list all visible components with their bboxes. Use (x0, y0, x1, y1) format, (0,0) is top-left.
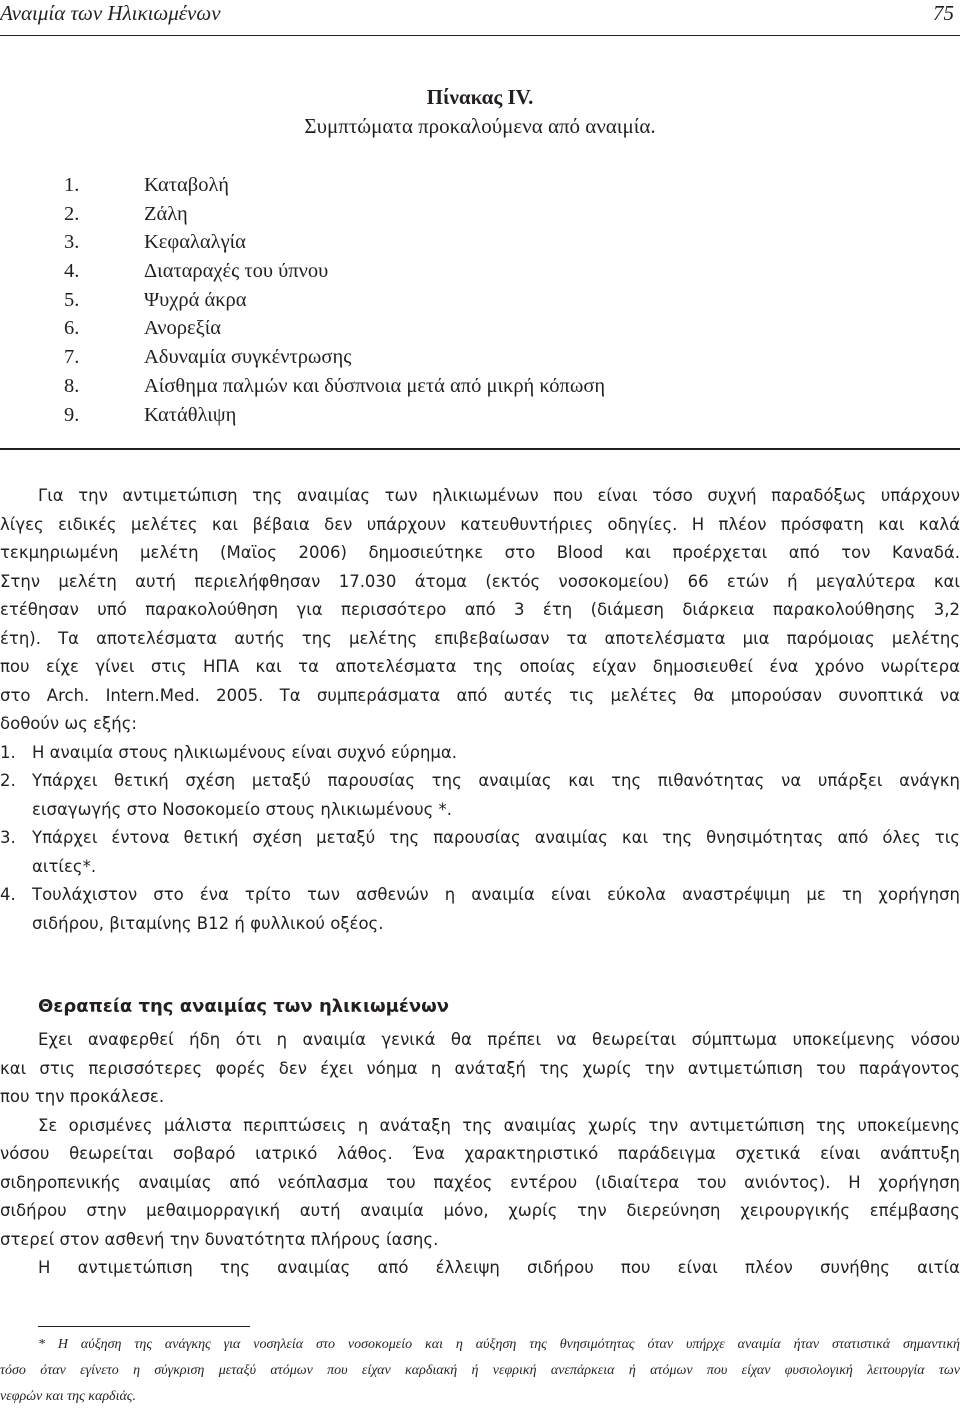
table-bottom-rule (0, 448, 960, 450)
paragraph-line: στο Arch. Intern.Med. 2005. Τα συμπεράσματα από αυτές τις μελέτες θα μπορούσαν συνοπτικά να (0, 685, 960, 705)
symptom-item: 8. Αίσθημα παλμών και δύσπνοια μετά από μικρή κόπωση (64, 374, 606, 397)
body-text-lower (0, 1026, 960, 1283)
footnote-line: τόσο όταν εγίνετο η σύγκριση μεταξύ ατόμων που είχαν καρδιακή ή νεφρική ανεπάρκεια ή ατόμων που είχαν φυσιολογική λειτουργία των (0, 1363, 960, 1378)
page-number: 75 (933, 1, 954, 25)
paragraph-line: και στις περισσότερες φορές δεν έχει νόημα η ανάταξή της χωρίς την αντιμετώπιση του παράγοντος (0, 1058, 960, 1078)
conclusion-item: 4. Τουλάχιστον στο ένα τρίτο των ασθενών η αναιμία είναι εύκολα αναστρέψιμη με τη χορήγηση (0, 885, 960, 904)
paragraph-line: Σε ορισμένες μάλιστα περιπτώσεις η ανάταξη της αναιμίας χωρίς την αντιμετώπιση της υποκείμενης (38, 1115, 960, 1135)
paragraph-line: Στην μελέτη αυτή περιελήφθησαν 17.030 άτομα (εκτός νοσοκομείου) 66 ετών ή μεγαλύτερα και (0, 571, 960, 591)
paragraph-line: λίγες ειδικές μελέτες και βέβαια δεν υπάρχουν κατευθυντήριες οδηγίες. Η πλέον πρόσφατη και καλά (0, 514, 960, 534)
paragraph-line: που είχε γίνει στις ΗΠΑ και τα αποτελέσματα της οποίας είχαν δημοσιευθεί ένα χρόνο νωρίτερα (0, 657, 960, 676)
paragraph-line: στερεί στον ασθενή την δυνατότητα πλήρους ίασης. (0, 1229, 439, 1249)
body-text-upper (0, 482, 960, 938)
paragraph-line: έτη). Τα αποτελέσματα αυτής της μελέτης επιβεβαίωσαν τα αποτελέσματα μια παρόμοιας μελέτης (0, 628, 960, 648)
conclusion-item-continued: σιδήρου, βιταμίνης Β12 ή φυλλικού οξέος. (32, 913, 384, 933)
footnote (0, 1332, 960, 1410)
conclusion-item: 3. Υπάρχει έντονα θετική σχέση μεταξύ της παρουσίας αναιμίας και της θνησιμότητας από όλες τις (0, 828, 960, 847)
paragraph-line: δοθούν ως εξής: (0, 714, 137, 733)
conclusion-item-continued: εισαγωγής στο Νοσοκομείο στους ηλικιωμένους *. (32, 799, 453, 819)
table-caption-subtitle: Συμπτώματα προκαλούμενα από αναιμία. (304, 114, 656, 138)
paragraph-line: σιδηροπενικής αναιμίας από νεόπλασμα του παχέος εντέρου (ιδιαίτερα του ανιόντος). Η χορήγηση (0, 1172, 960, 1192)
conclusion-item: 1. Η αναιμία στους ηλικιωμένους είναι συχνό εύρημα. (0, 742, 458, 762)
paragraph-line: ετέθησαν υπό παρακολούθηση για περισσότερο από 3 έτη (διάμεση διάρκεια παρακολούθησης 3,2 (0, 600, 960, 619)
symptom-item: 1. Καταβολή (64, 174, 229, 196)
footnote-line: νεφρών και της καρδιάς. (0, 1389, 136, 1404)
footnote-line: * Η αύξηση της ανάγκης για νοσηλεία στο νοσοκομείο και η αύξηση της θνησιμότητας όταν υπήρχε αναιμία ήταν στατιστικά σημαντική (38, 1337, 960, 1352)
conclusion-item: 2. Υπάρχει θετική σχέση μεταξύ παρουσίας της αναιμίας και της πιθανότητας να υπάρξει ανάγκη (0, 771, 960, 790)
symptom-list (64, 171, 605, 429)
symptom-item: 9. Κατάθλιψη (64, 403, 237, 426)
paragraph-line: που την προκάλεσε. (0, 1087, 165, 1106)
symptom-item: 6. Ανορεξία (64, 317, 222, 340)
footnote-rule (38, 1326, 250, 1327)
symptom-item: 5. Ψυχρά άκρα (64, 288, 247, 311)
table-caption-title: Πίνακας IV. (426, 85, 534, 109)
paragraph-line: νόσου θεωρείται σοβαρό ιατρικό λάθος. Ένα χαρακτηριστικό παράδειγμα σχετικά είναι ανάπτυξη (0, 1144, 960, 1163)
section-heading: Θεραπεία της αναιμίας των ηλικιωμένων (38, 996, 450, 1017)
running-title: Αναιμία των Ηλικιωμένων (0, 1, 221, 25)
paragraph-line: σιδήρου στην μεθαιμορραγική αυτή αναιμία μόνο, χωρίς την διερεύνηση χειρουργικής επέμβασης (0, 1201, 960, 1220)
conclusion-item-continued: αιτίες*. (32, 856, 97, 876)
symptom-item: 4. Διαταραχές του ύπνου (64, 260, 329, 283)
paragraph-line: Η αντιμετώπιση της αναιμίας από έλλειψη σιδήρου που είναι πλέον συνήθης αιτία (38, 1258, 960, 1277)
symptom-item: 3. Κεφαλαλγία (64, 231, 246, 254)
symptom-item: 7. Αδυναμία συγκέντρωσης (64, 346, 352, 369)
symptom-item: 2. Ζάλη (64, 202, 188, 225)
paragraph-line: Εχει αναφερθεί ήδη ότι η αναιμία γενικά θα πρέπει να θεωρείται σύμπτωμα υποκείμενης νόσου (38, 1030, 960, 1049)
paragraph-line: Για την αντιμετώπιση της αναιμίας των ηλικιωμένων που είναι τόσο συχνή παραδόξως υπάρχουν (38, 486, 960, 505)
paragraph-line: τεκμηριωμένη μελέτη (Μαϊος 2006) δημοσιεύτηκε στο Blood και προέρχεται από τον Καναδά. (0, 543, 960, 562)
page-header (0, 0, 960, 36)
